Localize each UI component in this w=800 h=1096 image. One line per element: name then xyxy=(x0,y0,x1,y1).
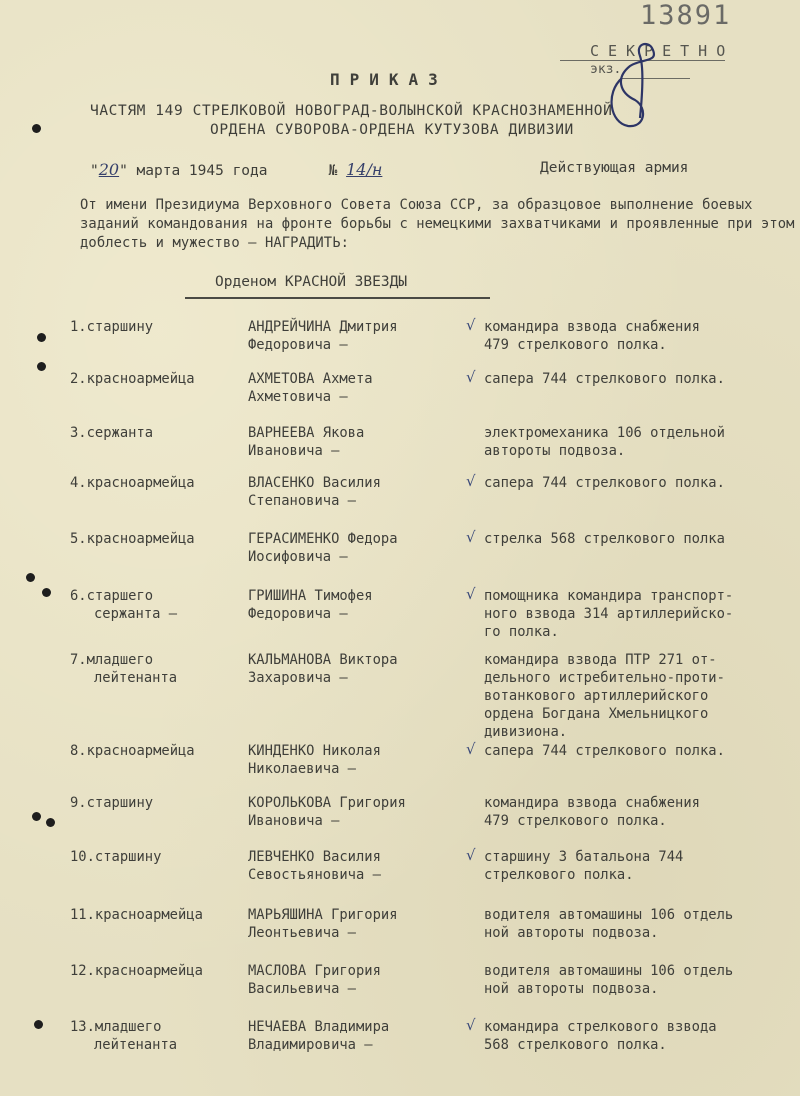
entry-unit-line: командира стрелкового взвода xyxy=(484,1019,717,1035)
entry-unit xyxy=(484,1018,717,1054)
entry-name xyxy=(248,587,373,623)
entry-name-line: КАЛЬМАНОВА Виктора xyxy=(248,652,398,668)
entry-name-line: АХМЕТОВА Ахмета xyxy=(248,371,373,387)
entry-name-line: Ивановича – xyxy=(248,443,340,459)
check-mark-icon: √ xyxy=(466,740,476,758)
date-day: 20 xyxy=(98,160,120,179)
entry-rank-line: 7.младшего xyxy=(70,652,154,668)
entry-unit-line: сапера 744 стрелкового полка. xyxy=(484,743,725,759)
entry-name xyxy=(248,1018,389,1054)
date-line xyxy=(90,160,382,179)
entry-unit xyxy=(484,587,733,641)
entry-rank-line: 3.сержанта xyxy=(70,425,154,441)
entry-rank xyxy=(70,848,161,866)
entry-name-line: Федоровича – xyxy=(248,337,348,353)
punch-hole xyxy=(34,1020,43,1029)
entry-rank-line: лейтенанта xyxy=(94,670,178,686)
entry-number: 6. xyxy=(70,588,87,604)
entry-number: 11. xyxy=(70,907,95,923)
entry-name-line: КОРОЛЬКОВА Григория xyxy=(248,795,406,811)
entry-unit xyxy=(484,530,725,548)
entry-rank xyxy=(70,474,195,492)
entry-name xyxy=(248,651,398,687)
entry-rank xyxy=(70,651,177,687)
entry-rank xyxy=(70,530,195,548)
entry-name-line: Захаровича – xyxy=(248,670,348,686)
entry-unit xyxy=(484,370,725,388)
document-title: ПРИКАЗ xyxy=(330,70,448,89)
check-mark-icon: √ xyxy=(466,472,476,490)
entry-name xyxy=(248,794,406,830)
entry-name xyxy=(248,318,398,354)
entry-number: 5. xyxy=(70,531,87,547)
entry-name-line: Ахметовича – xyxy=(248,389,348,405)
entry-name-line: НЕЧАЕВА Владимира xyxy=(248,1019,390,1035)
entry-name-line: ВАРНЕЕВА Якова xyxy=(248,425,365,441)
entry-rank xyxy=(70,906,203,924)
entry-name-line: Владимировича – xyxy=(248,1037,373,1053)
entry-name-line: Васильевича – xyxy=(248,981,356,997)
award-heading: Орденом КРАСНОЙ ЗВЕЗДЫ xyxy=(215,274,408,290)
entry-unit-line: го полка. xyxy=(484,624,559,640)
punch-hole xyxy=(46,818,55,827)
entry-name xyxy=(248,530,398,566)
entry-unit-line: авторoты подвоза. xyxy=(484,443,626,459)
entry-rank xyxy=(70,424,153,442)
entry-unit-line: 479 стрелкового полка. xyxy=(484,813,667,829)
entry-unit-line: ной авторoты подвоза. xyxy=(484,925,659,941)
date-rest: " марта 1945 года xyxy=(119,163,268,179)
entry-number: 10. xyxy=(70,849,95,865)
entry-rank xyxy=(70,370,195,388)
entry-rank-line: 4.красноармейца xyxy=(70,475,195,491)
entry-unit-line: водителя автомашины 106 отдель xyxy=(484,907,734,923)
entry-number: 2. xyxy=(70,371,87,387)
entry-unit-line: старшину 3 батальона 744 xyxy=(484,849,684,865)
entry-rank xyxy=(70,587,177,623)
entry-number: 8. xyxy=(70,743,87,759)
entry-unit-line: ордена Богдана Хмельницкого xyxy=(484,706,709,722)
entry-unit-line: сапера 744 стрелкового полка. xyxy=(484,475,725,491)
unit-line-2: ОРДЕНА СУВОРОВА-ОРДЕНА КУТУЗОВА ДИВИЗИИ xyxy=(210,122,574,138)
entry-name-line: МАСЛОВА Григория xyxy=(248,963,381,979)
entry-rank-line: 13.младшего xyxy=(70,1019,162,1035)
entry-name xyxy=(248,370,373,406)
entry-unit-line: электромеханика 106 отдельной xyxy=(484,425,725,441)
entry-unit-line: дельного истребительно-проти- xyxy=(484,670,725,686)
entry-name-line: ГРИШИНА Тимофея xyxy=(248,588,373,604)
entry-rank-line: 2.красноармейца xyxy=(70,371,195,387)
entry-name-line: ГЕРАСИМЕНКО Федора xyxy=(248,531,398,547)
order-number-label: № xyxy=(328,163,338,179)
entry-rank-line: 11.красноармейца xyxy=(70,907,203,923)
date-open-quote: " xyxy=(90,163,99,179)
entry-unit-line: 568 стрелкового полка. xyxy=(484,1037,667,1053)
entry-number: 13. xyxy=(70,1019,95,1035)
check-mark-icon: √ xyxy=(466,316,476,334)
secrecy-number: экз. xyxy=(590,62,622,77)
entry-name-line: Иосифовича – xyxy=(248,549,348,565)
entry-rank xyxy=(70,794,153,812)
entry-unit-line: командира взвода снабжения xyxy=(484,319,700,335)
entry-name xyxy=(248,742,381,778)
entry-unit-line: стрелкового полка. xyxy=(484,867,634,883)
unit-line-1: ЧАСТЯМ 149 СТРЕЛКОВОЙ НОВОГРАД-ВОЛЫНСКОЙ КРАСНОЗНАМЕННОЙ xyxy=(90,103,613,119)
secrecy-stamp: СЕКРЕТНО xyxy=(590,42,735,60)
entry-name xyxy=(248,474,381,510)
entry-unit-line: ной авторoты подвоза. xyxy=(484,981,659,997)
entry-rank xyxy=(70,1018,177,1054)
handwritten-mark xyxy=(600,38,670,138)
entry-rank-line: лейтенанта xyxy=(94,1037,178,1053)
entry-number: 9. xyxy=(70,795,87,811)
entry-name-line: Федоровича – xyxy=(248,606,348,622)
preamble: От имени Президиума Верховного Совета Союза ССР, за образцовое выполнение боевых заданий командования на фронте борьбы с немецкими захватчиками и проявленные при этом доблесть и мужество – НАГРАДИТЬ: xyxy=(80,197,795,251)
entry-unit-line: 479 стрелкового полка. xyxy=(484,337,667,353)
check-mark-icon: √ xyxy=(466,585,476,603)
check-mark-icon: √ xyxy=(466,528,476,546)
entry-name-line: ЛЕВЧЕНКО Василия xyxy=(248,849,381,865)
entry-rank-line: 6.старшего xyxy=(70,588,154,604)
entry-name-line: Леонтьевича – xyxy=(248,925,356,941)
army-label: Действующая армия xyxy=(540,160,689,176)
entry-name-line: МАРЬЯШИНА Григория xyxy=(248,907,398,923)
entry-rank-line: 9.старшину xyxy=(70,795,154,811)
entry-number: 12. xyxy=(70,963,95,979)
check-mark-icon: √ xyxy=(466,368,476,386)
entry-unit-line: ного взвода 314 артиллерийско- xyxy=(484,606,734,622)
punch-hole xyxy=(42,588,51,597)
entry-name-line: АНДРЕЙЧИНА Дмитрия xyxy=(248,319,398,335)
entry-name xyxy=(248,962,381,998)
entry-rank xyxy=(70,742,195,760)
punch-hole xyxy=(26,573,35,582)
archive-number: 13891 xyxy=(640,0,732,31)
entry-name-line: Севостьяновича – xyxy=(248,867,381,883)
entry-unit xyxy=(484,848,683,884)
entry-unit xyxy=(484,651,725,741)
order-number: 14/н xyxy=(346,160,383,179)
punch-hole xyxy=(32,124,41,133)
entry-rank-line: 10.старшину xyxy=(70,849,162,865)
entry-unit xyxy=(484,906,733,942)
entry-name xyxy=(248,906,398,942)
divider xyxy=(185,297,490,299)
entry-unit-line: дивизиона. xyxy=(484,724,568,740)
entry-rank xyxy=(70,962,203,980)
entry-unit-line: стрелка 568 стрелкового полка xyxy=(484,531,725,547)
entry-unit xyxy=(484,794,700,830)
entry-unit-line: сапера 744 стрелкового полка. xyxy=(484,371,725,387)
entry-rank-line: сержанта – xyxy=(94,606,178,622)
entry-unit-line: командира взвода снабжения xyxy=(484,795,700,811)
entry-unit-line: водителя автомашины 106 отдель xyxy=(484,963,734,979)
entry-unit-line: помощника командира транспорт- xyxy=(484,588,734,604)
entry-unit xyxy=(484,474,725,492)
entry-unit-line: вотанкового артиллерийского xyxy=(484,688,709,704)
punch-hole xyxy=(37,333,46,342)
entry-name xyxy=(248,424,364,460)
punch-hole xyxy=(32,812,41,821)
entry-number: 1. xyxy=(70,319,87,335)
entry-unit-line: командира взвода ПТР 271 от- xyxy=(484,652,717,668)
entry-name-line: Николаевича – xyxy=(248,761,356,777)
entry-rank-line: 5.красноармейца xyxy=(70,531,195,547)
punch-hole xyxy=(37,362,46,371)
entry-rank xyxy=(70,318,153,336)
entry-name-line: КИНДЕНКО Николая xyxy=(248,743,381,759)
entry-unit xyxy=(484,962,733,998)
check-mark-icon: √ xyxy=(466,846,476,864)
entry-number: 3. xyxy=(70,425,87,441)
entry-number: 7. xyxy=(70,652,87,668)
entry-name-line: Ивановича – xyxy=(248,813,340,829)
check-mark-icon: √ xyxy=(466,1016,476,1034)
entry-name-line: Степановича – xyxy=(248,493,356,509)
entry-rank-line: 8.красноармейца xyxy=(70,743,195,759)
entry-number: 4. xyxy=(70,475,87,491)
entry-unit xyxy=(484,424,725,460)
entry-unit xyxy=(484,742,725,760)
entry-name-line: ВЛАСЕНКО Василия xyxy=(248,475,381,491)
entry-rank-line: 1.старшину xyxy=(70,319,154,335)
entry-unit xyxy=(484,318,700,354)
entry-name xyxy=(248,848,381,884)
entry-rank-line: 12.красноармейца xyxy=(70,963,203,979)
